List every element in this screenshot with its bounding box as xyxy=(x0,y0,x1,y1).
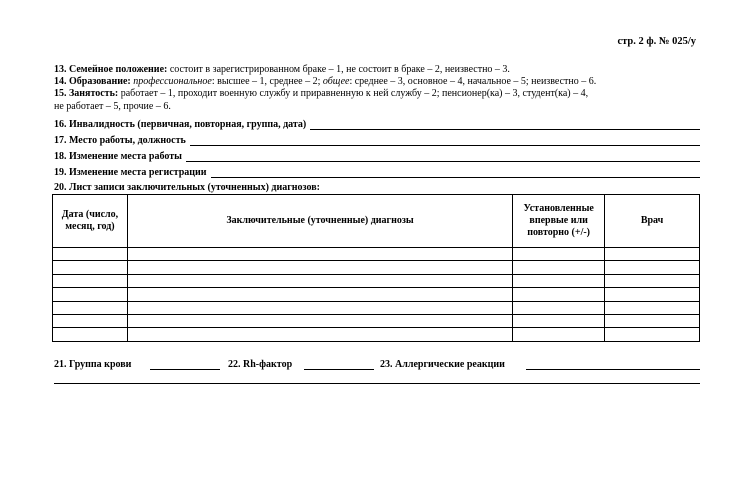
col-date-header: Дата (число, месяц, год) xyxy=(53,195,128,248)
item-19-registration-change-field xyxy=(54,165,700,178)
item-22-input-line[interactable] xyxy=(304,368,374,370)
item-22-label: 22. Rh-фактор xyxy=(228,359,293,370)
bottom-continuation-line[interactable] xyxy=(54,383,700,384)
table-cell[interactable] xyxy=(127,261,512,274)
diagnoses-table xyxy=(52,194,700,342)
table-cell[interactable] xyxy=(53,274,128,287)
table-cell[interactable] xyxy=(127,288,512,301)
item-20-label: 20. Лист записи заключительных (уточненных) диагнозов: xyxy=(54,182,320,193)
item-20-diagnoses-heading xyxy=(54,180,700,193)
table-row xyxy=(53,301,700,314)
table-cell[interactable] xyxy=(605,274,700,287)
item-14-education xyxy=(54,76,700,88)
item-19-label: 19. Изменение места регистрации xyxy=(54,167,207,178)
table-row xyxy=(53,248,700,261)
table-cell[interactable] xyxy=(605,328,700,341)
table-header-row xyxy=(53,195,700,248)
item-21-label: 21. Группа крови xyxy=(54,359,132,370)
col-established-header: Установленные впервые или повторно (+/-) xyxy=(513,195,605,248)
item-15-label: 15. Занятость: xyxy=(54,88,119,100)
table-cell[interactable] xyxy=(127,328,512,341)
table-cell[interactable] xyxy=(513,301,605,314)
item-13-marital-status xyxy=(54,64,700,76)
item-15-options: работает – 1, проходит военную службу и приравненную к ней службу – 2; пенсионер(ка) – 3, студент(ка) – 4, xyxy=(118,88,589,100)
item-15-employment-cont: не работает – 5, прочие – 6. xyxy=(54,100,171,112)
page-reference: стр. 2 ф. № 025/у xyxy=(617,36,696,47)
item-21-input-line[interactable] xyxy=(150,368,220,370)
table-cell[interactable] xyxy=(53,261,128,274)
bottom-fields-row xyxy=(54,356,700,370)
table-cell[interactable] xyxy=(513,314,605,327)
table-cell[interactable] xyxy=(513,328,605,341)
table-cell[interactable] xyxy=(53,301,128,314)
table-row xyxy=(53,314,700,327)
item-19-input-line[interactable] xyxy=(211,167,700,178)
table-cell[interactable] xyxy=(53,288,128,301)
table-cell[interactable] xyxy=(53,328,128,341)
table-cell[interactable] xyxy=(127,248,512,261)
table-row xyxy=(53,274,700,287)
table-cell[interactable] xyxy=(513,261,605,274)
item-14-label: 14. Образование: xyxy=(54,76,131,88)
item-16-input-line[interactable] xyxy=(310,119,700,130)
item-18-label: 18. Изменение места работы xyxy=(54,151,182,162)
table-cell[interactable] xyxy=(605,261,700,274)
table-cell[interactable] xyxy=(513,288,605,301)
table-cell[interactable] xyxy=(53,248,128,261)
item-14-general-options: : среднее – 3, основное – 4, начальное – 5; неизвестно – 6. xyxy=(349,76,597,88)
item-17-workplace-field xyxy=(54,133,700,146)
item-13-options: состоит в зарегистрированном браке – 1, не состоит в браке – 2, неизвестно – 3. xyxy=(167,64,510,75)
table-cell[interactable] xyxy=(605,314,700,327)
item-23-label: 23. Аллергические реакции xyxy=(380,359,505,370)
item-18-work-change-field xyxy=(54,149,700,162)
table-cell[interactable] xyxy=(513,274,605,287)
item-23-input-line[interactable] xyxy=(526,368,700,370)
item-14-professional-options: : высшее – 1, среднее – 2; xyxy=(211,76,323,88)
col-doctor-header: Врач xyxy=(605,195,700,248)
item-17-input-line[interactable] xyxy=(190,135,700,146)
table-cell[interactable] xyxy=(127,301,512,314)
table-cell[interactable] xyxy=(605,288,700,301)
table-cell[interactable] xyxy=(513,248,605,261)
item-17-label: 17. Место работы, должность xyxy=(54,135,186,146)
table-row xyxy=(53,288,700,301)
table-cell[interactable] xyxy=(127,274,512,287)
item-14-general: общее xyxy=(322,76,350,88)
col-diagnoses-header: Заключительные (уточненные) диагнозы xyxy=(127,195,512,248)
table-cell[interactable] xyxy=(53,314,128,327)
table-row xyxy=(53,261,700,274)
table-row xyxy=(53,328,700,341)
table-cell[interactable] xyxy=(605,301,700,314)
item-16-label: 16. Инвалидность (первичная, повторная, группа, дата) xyxy=(54,119,307,130)
table-cell[interactable] xyxy=(127,314,512,327)
item-13-label: 13. Семейное положение: xyxy=(54,64,168,75)
item-14-professional: профессиональное xyxy=(133,76,212,88)
item-16-disability-field xyxy=(54,117,700,130)
table-cell[interactable] xyxy=(605,248,700,261)
item-18-input-line[interactable] xyxy=(186,151,700,162)
item-15-employment xyxy=(54,88,700,100)
info-block xyxy=(54,64,700,113)
